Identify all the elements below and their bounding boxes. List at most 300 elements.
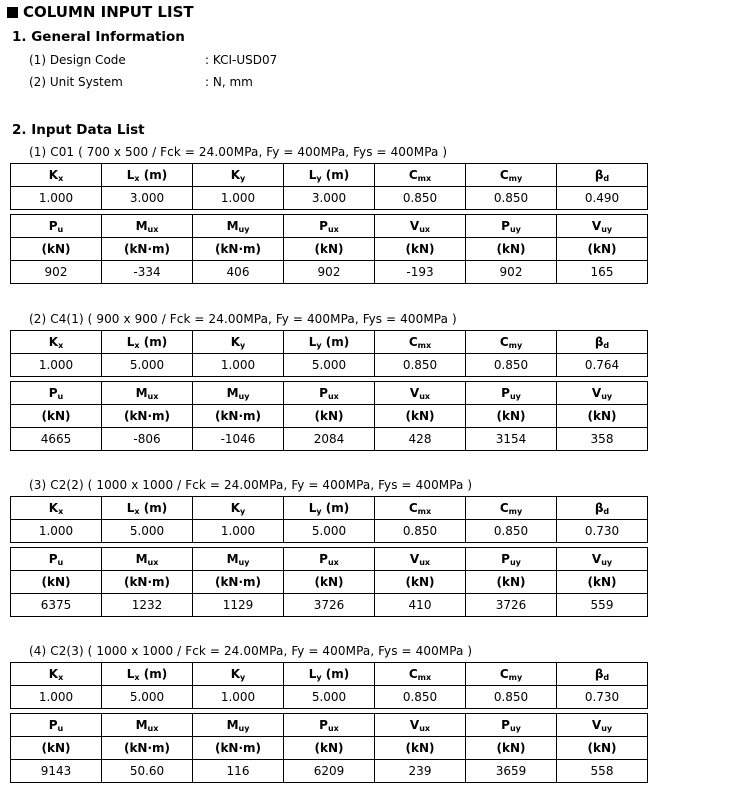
forces-value-cell: 6209 — [284, 760, 375, 783]
header-subscript: d — [603, 174, 610, 183]
header-symbol: P — [319, 219, 328, 233]
params-table — [10, 496, 648, 543]
forces-value-row — [11, 760, 648, 783]
forces-value-cell: -806 — [102, 428, 193, 451]
header-subscript: x — [58, 341, 64, 350]
header-unit: (m) — [321, 335, 350, 349]
forces-header-cell — [193, 714, 284, 737]
params-header-cell — [102, 331, 193, 354]
header-symbol: L — [308, 501, 317, 515]
params-header-row — [11, 497, 648, 520]
header-subscript: u — [57, 724, 64, 733]
forces-value-cell: 165 — [557, 261, 648, 284]
header-unit: (m) — [321, 667, 350, 681]
header-symbol: M — [226, 552, 239, 566]
params-header-cell — [466, 331, 557, 354]
params-header-cell — [466, 663, 557, 686]
forces-value-cell: 50.60 — [102, 760, 193, 783]
forces-unit-cell: (kN) — [557, 238, 648, 261]
forces-unit-cell: (kN) — [466, 571, 557, 594]
forces-unit-cell: (kN) — [375, 737, 466, 760]
design-code-value: : KCI-USD07 — [205, 53, 278, 67]
forces-unit-cell: (kN·m) — [193, 571, 284, 594]
forces-value-row — [11, 594, 648, 617]
header-symbol: K — [230, 168, 241, 182]
params-header-cell — [284, 497, 375, 520]
forces-header-cell — [557, 382, 648, 405]
section-title: (2) C4(1) ( 900 x 900 / Fck = 24.00MPa, Fy = 400MPa, Fys = 400MPa ) — [29, 312, 457, 326]
forces-value-cell: 3726 — [466, 594, 557, 617]
header-symbol: P — [319, 386, 328, 400]
params-value-cell: 5.000 — [102, 520, 193, 543]
forces-header-cell — [193, 548, 284, 571]
forces-value-cell: -1046 — [193, 428, 284, 451]
header-subscript: d — [603, 673, 610, 682]
forces-header-cell — [11, 548, 102, 571]
params-table — [10, 163, 648, 210]
forces-unit-cell: (kN) — [11, 737, 102, 760]
header-symbol: C — [408, 667, 418, 681]
forces-unit-cell: (kN·m) — [193, 737, 284, 760]
forces-value-cell: 2084 — [284, 428, 375, 451]
header-symbol: β — [594, 667, 604, 681]
forces-value-cell: 558 — [557, 760, 648, 783]
params-header-cell — [557, 497, 648, 520]
params-header-row — [11, 663, 648, 686]
forces-symbol-row — [11, 215, 648, 238]
section-title: (4) C2(3) ( 1000 x 1000 / Fck = 24.00MPa, Fy = 400MPa, Fys = 400MPa ) — [29, 644, 473, 658]
header-subscript: uy — [601, 724, 613, 733]
header-subscript: d — [603, 507, 610, 516]
forces-table — [10, 713, 648, 783]
params-header-cell — [375, 331, 466, 354]
forces-header-cell — [375, 215, 466, 238]
forces-unit-cell: (kN·m) — [193, 405, 284, 428]
header-subscript: uy — [509, 558, 521, 567]
header-symbol: L — [126, 667, 135, 681]
params-header-cell — [375, 497, 466, 520]
forces-unit-row — [11, 571, 648, 594]
params-value-cell: 5.000 — [284, 354, 375, 377]
forces-unit-cell: (kN) — [466, 238, 557, 261]
params-header-cell — [466, 497, 557, 520]
forces-unit-cell: (kN·m) — [102, 238, 193, 261]
header-subscript: y — [316, 341, 322, 350]
forces-value-cell: 3726 — [284, 594, 375, 617]
params-value-row — [11, 520, 648, 543]
header-symbol: P — [501, 219, 510, 233]
forces-value-cell: 428 — [375, 428, 466, 451]
header-symbol: P — [501, 718, 510, 732]
header-symbol: K — [48, 335, 59, 349]
header-symbol: K — [48, 667, 59, 681]
forces-unit-cell: (kN·m) — [102, 571, 193, 594]
forces-unit-cell: (kN) — [375, 238, 466, 261]
forces-unit-cell: (kN) — [284, 238, 375, 261]
header-subscript: x — [134, 341, 140, 350]
params-value-row — [11, 686, 648, 709]
forces-header-cell — [284, 215, 375, 238]
section-title: (1) C01 ( 700 x 500 / Fck = 24.00MPa, Fy = 400MPa, Fys = 400MPa ) — [29, 145, 448, 159]
params-value-cell: 1.000 — [193, 354, 284, 377]
params-value-cell: 0.730 — [557, 520, 648, 543]
header-subscript: ux — [419, 558, 431, 567]
forces-header-cell — [557, 215, 648, 238]
design-code-row — [29, 52, 277, 68]
header-subscript: ux — [327, 558, 339, 567]
header-subscript: ux — [419, 724, 431, 733]
forces-unit-cell: (kN) — [466, 737, 557, 760]
forces-value-cell: 902 — [284, 261, 375, 284]
params-header-cell — [102, 164, 193, 187]
forces-header-cell — [102, 215, 193, 238]
header-subscript: ux — [419, 225, 431, 234]
header-symbol: P — [501, 386, 510, 400]
header-subscript: uy — [238, 225, 250, 234]
header-subscript: ux — [327, 392, 339, 401]
forces-header-cell — [466, 548, 557, 571]
params-value-cell: 0.850 — [375, 187, 466, 210]
forces-value-cell: 902 — [466, 261, 557, 284]
params-header-cell — [193, 331, 284, 354]
forces-unit-cell: (kN) — [11, 571, 102, 594]
forces-header-cell — [375, 548, 466, 571]
forces-value-cell: 902 — [11, 261, 102, 284]
params-value-cell: 1.000 — [11, 354, 102, 377]
header-subscript: ux — [147, 724, 159, 733]
header-subscript: y — [240, 341, 246, 350]
header-subscript: x — [58, 673, 64, 682]
forces-unit-cell: (kN·m) — [102, 405, 193, 428]
forces-value-cell: 9143 — [11, 760, 102, 783]
params-value-cell: 1.000 — [193, 686, 284, 709]
params-header-cell — [557, 663, 648, 686]
forces-header-cell — [375, 382, 466, 405]
header-subscript: x — [134, 673, 140, 682]
forces-value-cell: 239 — [375, 760, 466, 783]
header-subscript: x — [134, 507, 140, 516]
params-value-row — [11, 354, 648, 377]
params-header-cell — [11, 663, 102, 686]
page-title-text: COLUMN INPUT LIST — [23, 3, 194, 21]
header-subscript: uy — [238, 724, 250, 733]
header-unit: (m) — [139, 501, 168, 515]
forces-unit-cell: (kN) — [284, 405, 375, 428]
params-header-cell — [102, 663, 193, 686]
header-unit: (m) — [321, 501, 350, 515]
page-title — [7, 1, 194, 23]
input-data-heading: 2. Input Data List — [12, 122, 145, 138]
params-value-cell: 1.000 — [11, 187, 102, 210]
header-symbol: V — [409, 219, 420, 233]
header-symbol: C — [499, 501, 509, 515]
header-subscript: y — [240, 174, 246, 183]
header-symbol: V — [409, 552, 420, 566]
forces-value-cell: 6375 — [11, 594, 102, 617]
header-symbol: M — [135, 718, 148, 732]
forces-value-cell: 3659 — [466, 760, 557, 783]
header-subscript: ux — [147, 558, 159, 567]
params-header-cell — [193, 497, 284, 520]
header-subscript: x — [134, 174, 140, 183]
header-unit: (m) — [139, 168, 168, 182]
header-symbol: L — [126, 335, 135, 349]
header-symbol: V — [591, 219, 602, 233]
header-subscript: mx — [417, 174, 432, 183]
header-subscript: y — [316, 174, 322, 183]
header-symbol: β — [594, 335, 604, 349]
header-symbol: V — [591, 552, 602, 566]
params-value-cell: 1.000 — [193, 187, 284, 210]
header-symbol: K — [230, 501, 241, 515]
header-symbol: C — [499, 667, 509, 681]
params-value-cell: 0.850 — [466, 686, 557, 709]
forces-unit-row — [11, 737, 648, 760]
params-header-cell — [102, 497, 193, 520]
header-symbol: M — [226, 718, 239, 732]
params-header-cell — [284, 663, 375, 686]
header-symbol: V — [409, 718, 420, 732]
header-symbol: β — [594, 501, 604, 515]
header-symbol: M — [135, 219, 148, 233]
forces-header-cell — [11, 382, 102, 405]
params-header-cell — [284, 331, 375, 354]
forces-unit-cell: (kN) — [11, 405, 102, 428]
forces-symbol-row — [11, 548, 648, 571]
params-value-cell: 5.000 — [102, 686, 193, 709]
header-symbol: K — [48, 501, 59, 515]
forces-value-cell: -334 — [102, 261, 193, 284]
unit-system-label: (2) Unit System — [29, 75, 123, 89]
forces-value-cell: 559 — [557, 594, 648, 617]
header-unit: (m) — [139, 667, 168, 681]
params-header-cell — [193, 663, 284, 686]
params-header-cell — [466, 164, 557, 187]
forces-value-row — [11, 428, 648, 451]
forces-header-cell — [193, 382, 284, 405]
header-symbol: P — [501, 552, 510, 566]
design-code-label: (1) Design Code — [29, 53, 126, 67]
forces-symbol-row — [11, 382, 648, 405]
params-header-cell — [375, 164, 466, 187]
forces-header-cell — [375, 714, 466, 737]
forces-header-cell — [557, 714, 648, 737]
forces-header-cell — [102, 714, 193, 737]
params-header-cell — [11, 497, 102, 520]
header-symbol: K — [230, 667, 241, 681]
forces-unit-cell: (kN) — [375, 571, 466, 594]
forces-value-cell: 4665 — [11, 428, 102, 451]
header-subscript: y — [240, 507, 246, 516]
header-subscript: x — [58, 174, 64, 183]
forces-header-cell — [11, 714, 102, 737]
forces-header-cell — [102, 548, 193, 571]
forces-value-cell: -193 — [375, 261, 466, 284]
header-subscript: uy — [601, 558, 613, 567]
header-symbol: L — [308, 168, 317, 182]
header-symbol: K — [230, 335, 241, 349]
params-value-cell: 0.850 — [375, 686, 466, 709]
header-subscript: uy — [601, 392, 613, 401]
header-symbol: L — [308, 335, 317, 349]
params-value-cell: 0.850 — [375, 520, 466, 543]
params-value-cell: 0.850 — [375, 354, 466, 377]
header-symbol: V — [591, 386, 602, 400]
forces-value-cell: 410 — [375, 594, 466, 617]
header-unit: (m) — [139, 335, 168, 349]
header-subscript: ux — [147, 392, 159, 401]
params-header-row — [11, 164, 648, 187]
forces-value-cell: 358 — [557, 428, 648, 451]
params-value-cell: 0.730 — [557, 686, 648, 709]
params-value-cell: 0.850 — [466, 520, 557, 543]
header-symbol: C — [499, 335, 509, 349]
forces-unit-cell: (kN) — [557, 737, 648, 760]
header-subscript: my — [508, 507, 523, 516]
header-subscript: uy — [238, 392, 250, 401]
params-header-cell — [11, 164, 102, 187]
forces-unit-cell: (kN) — [466, 405, 557, 428]
header-symbol: L — [308, 667, 317, 681]
params-table — [10, 330, 648, 377]
header-symbol: V — [591, 718, 602, 732]
header-subscript: y — [240, 673, 246, 682]
forces-header-cell — [102, 382, 193, 405]
params-value-row — [11, 187, 648, 210]
header-symbol: P — [48, 386, 58, 400]
header-subscript: ux — [419, 392, 431, 401]
header-subscript: ux — [327, 225, 339, 234]
params-value-cell: 5.000 — [102, 354, 193, 377]
forces-unit-cell: (kN) — [557, 405, 648, 428]
params-value-cell: 5.000 — [284, 520, 375, 543]
forces-header-cell — [284, 548, 375, 571]
header-symbol: L — [126, 168, 135, 182]
square-bullet-icon — [7, 7, 18, 18]
header-subscript: u — [57, 225, 64, 234]
forces-header-cell — [193, 215, 284, 238]
header-symbol: C — [408, 168, 418, 182]
params-value-cell: 0.490 — [557, 187, 648, 210]
params-value-cell: 3.000 — [102, 187, 193, 210]
params-header-cell — [375, 663, 466, 686]
params-header-cell — [557, 331, 648, 354]
forces-value-cell: 3154 — [466, 428, 557, 451]
header-symbol: V — [409, 386, 420, 400]
header-subscript: y — [316, 673, 322, 682]
header-symbol: K — [48, 168, 59, 182]
header-subscript: my — [508, 341, 523, 350]
header-symbol: C — [408, 501, 418, 515]
header-symbol: β — [594, 168, 604, 182]
header-subscript: y — [316, 507, 322, 516]
params-header-cell — [193, 164, 284, 187]
params-value-cell: 5.000 — [284, 686, 375, 709]
header-subscript: uy — [238, 558, 250, 567]
header-subscript: uy — [509, 392, 521, 401]
forces-unit-cell: (kN) — [284, 571, 375, 594]
forces-table — [10, 547, 648, 617]
header-symbol: C — [408, 335, 418, 349]
params-value-cell: 0.850 — [466, 187, 557, 210]
header-subscript: uy — [601, 225, 613, 234]
header-subscript: u — [57, 558, 64, 567]
header-subscript: mx — [417, 507, 432, 516]
forces-table — [10, 214, 648, 284]
header-subscript: u — [57, 392, 64, 401]
header-symbol: P — [319, 718, 328, 732]
params-value-cell: 0.850 — [466, 354, 557, 377]
forces-header-cell — [284, 382, 375, 405]
header-subscript: my — [508, 673, 523, 682]
forces-unit-cell: (kN·m) — [102, 737, 193, 760]
forces-header-cell — [466, 714, 557, 737]
forces-value-cell: 406 — [193, 261, 284, 284]
header-symbol: C — [499, 168, 509, 182]
header-symbol: L — [126, 501, 135, 515]
forces-unit-row — [11, 238, 648, 261]
forces-unit-cell: (kN) — [284, 737, 375, 760]
params-header-cell — [284, 164, 375, 187]
forces-unit-row — [11, 405, 648, 428]
params-header-row — [11, 331, 648, 354]
header-subscript: uy — [509, 724, 521, 733]
forces-unit-cell: (kN) — [557, 571, 648, 594]
header-subscript: ux — [147, 225, 159, 234]
params-value-cell: 0.764 — [557, 354, 648, 377]
header-subscript: ux — [327, 724, 339, 733]
section-title: (3) C2(2) ( 1000 x 1000 / Fck = 24.00MPa, Fy = 400MPa, Fys = 400MPa ) — [29, 478, 473, 492]
general-info-heading: 1. General Information — [12, 29, 185, 45]
header-symbol: M — [135, 552, 148, 566]
header-symbol: M — [135, 386, 148, 400]
forces-value-cell: 1232 — [102, 594, 193, 617]
header-unit: (m) — [321, 168, 350, 182]
unit-system-row — [29, 74, 253, 90]
header-symbol: P — [48, 552, 58, 566]
params-value-cell: 3.000 — [284, 187, 375, 210]
forces-value-cell: 116 — [193, 760, 284, 783]
header-symbol: P — [48, 219, 58, 233]
params-header-cell — [11, 331, 102, 354]
header-subscript: mx — [417, 673, 432, 682]
params-table — [10, 662, 648, 709]
forces-header-cell — [284, 714, 375, 737]
forces-value-cell: 1129 — [193, 594, 284, 617]
unit-system-value: : N, mm — [205, 75, 253, 89]
header-symbol: P — [48, 718, 58, 732]
header-symbol: P — [319, 552, 328, 566]
forces-header-cell — [11, 215, 102, 238]
forces-header-cell — [557, 548, 648, 571]
forces-unit-cell: (kN) — [375, 405, 466, 428]
header-subscript: mx — [417, 341, 432, 350]
header-subscript: uy — [509, 225, 521, 234]
forces-header-cell — [466, 215, 557, 238]
forces-symbol-row — [11, 714, 648, 737]
header-symbol: M — [226, 219, 239, 233]
header-subscript: x — [58, 507, 64, 516]
params-header-cell — [557, 164, 648, 187]
forces-value-row — [11, 261, 648, 284]
forces-table — [10, 381, 648, 451]
params-value-cell: 1.000 — [11, 520, 102, 543]
header-symbol: M — [226, 386, 239, 400]
forces-unit-cell: (kN) — [11, 238, 102, 261]
forces-header-cell — [466, 382, 557, 405]
header-subscript: my — [508, 174, 523, 183]
params-value-cell: 1.000 — [11, 686, 102, 709]
